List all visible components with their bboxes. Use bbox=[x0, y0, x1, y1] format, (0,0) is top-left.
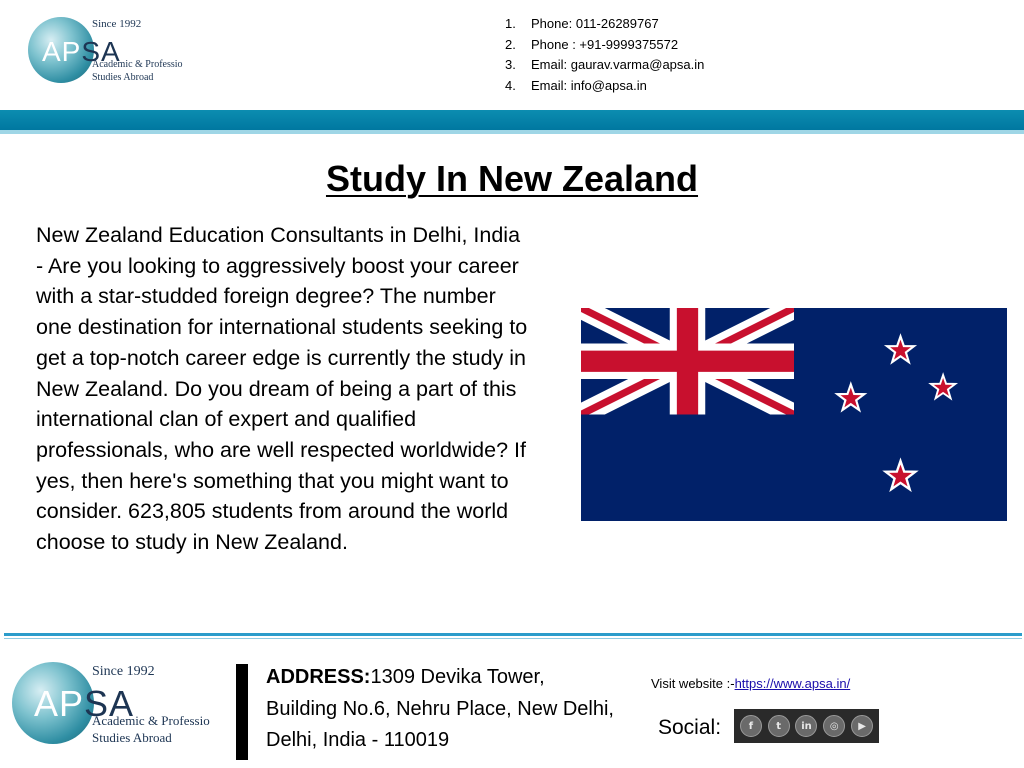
twitter-icon[interactable]: t bbox=[768, 715, 790, 737]
contact-item: 1. Phone: 011-26289767 bbox=[505, 16, 659, 31]
logo-wordmark: APSA bbox=[34, 683, 135, 724]
contact-item: 3. Email: gaurav.varma@apsa.in bbox=[505, 57, 705, 72]
footer-divider-line-thin bbox=[4, 638, 1022, 639]
apsa-logo-footer bbox=[10, 658, 218, 752]
logo-since: Since 1992 bbox=[92, 664, 155, 679]
contact-item: 2. Phone : +91-9999375572 bbox=[505, 36, 679, 52]
new-zealand-flag-image bbox=[581, 308, 1007, 521]
instagram-icon[interactable]: ◎ bbox=[823, 715, 845, 737]
address-block bbox=[266, 662, 616, 757]
logo-wordmark: APSA bbox=[42, 36, 121, 67]
logo-tagline-1: Academic & Professio bbox=[92, 713, 210, 728]
facebook-icon[interactable]: f bbox=[740, 715, 762, 737]
body-paragraph: New Zealand Education Consultants in Delhi, India - Are you looking to aggressively boost your career with a star-studded foreign degree? The number one destination for international students seeking to get a top-notch career edge is currently the study in New Zealand. Do you dream of being a part of this international clan of expert and qualified professionals, who are well respected worldwide? If yes, then here's something that you might want to consider. 623,805 students from around the world choose to study in New Zealand. bbox=[36, 223, 528, 555]
apsa-logo bbox=[26, 14, 194, 88]
logo-tagline-2: Studies Abroad bbox=[92, 730, 172, 745]
visit-website bbox=[651, 676, 850, 691]
contact-list bbox=[505, 14, 704, 96]
footer-vertical-divider bbox=[236, 664, 248, 760]
youtube-icon[interactable]: ▶ bbox=[851, 715, 873, 737]
social-icons-bar bbox=[734, 709, 879, 743]
contact-item: 4. Email: info@apsa.in bbox=[505, 77, 647, 93]
logo-since: Since 1992 bbox=[92, 18, 142, 30]
linkedin-icon[interactable]: in bbox=[795, 715, 817, 737]
address-label: ADDRESS: bbox=[266, 666, 371, 688]
page-title: Study In New Zealand bbox=[325, 158, 699, 199]
header-bar bbox=[0, 110, 1024, 130]
logo-tagline-2: Studies Abroad bbox=[92, 72, 154, 83]
visit-label: Visit website :- bbox=[651, 676, 735, 691]
address-text: 1309 Devika Tower, Building No.6, Nehru Place, New Delhi, Delhi, India - 110019 bbox=[266, 666, 614, 751]
social-label: Social: bbox=[658, 716, 722, 739]
logo-tagline-1: Academic & Professio bbox=[92, 59, 183, 70]
footer-divider-line bbox=[4, 633, 1022, 636]
website-link[interactable]: https://www.apsa.in/ bbox=[734, 676, 851, 691]
